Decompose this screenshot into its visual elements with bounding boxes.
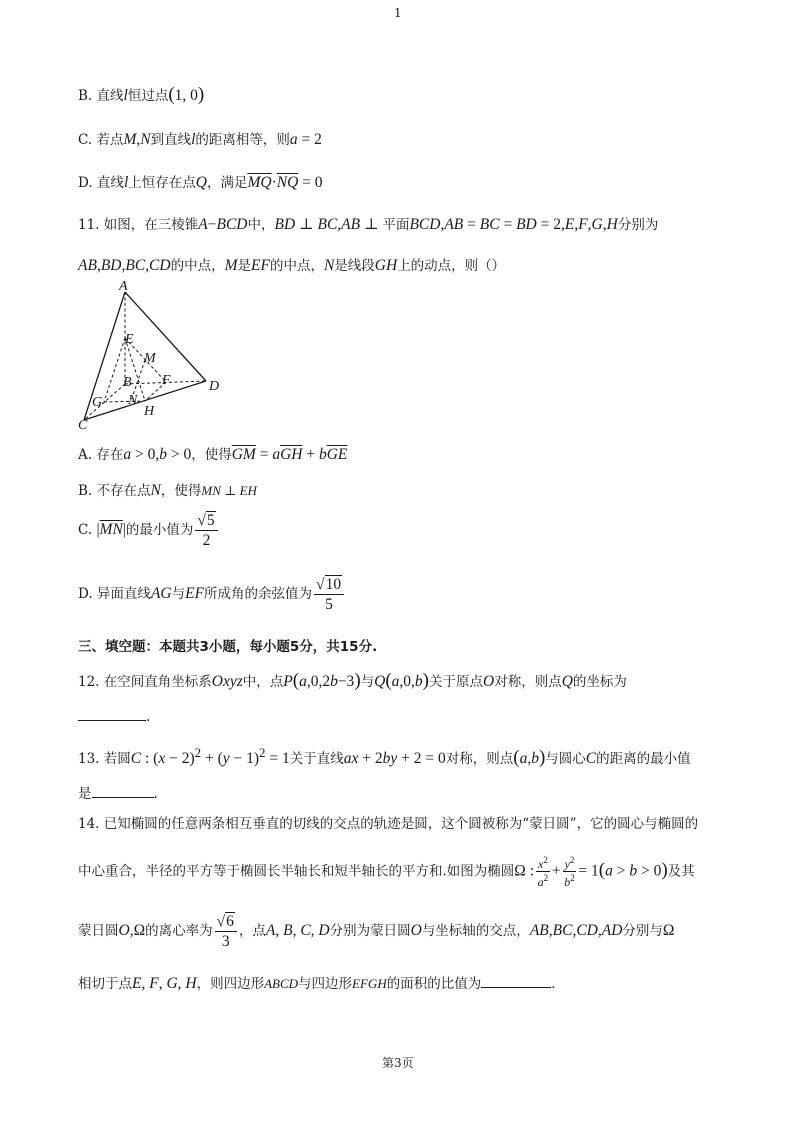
figure-label-n: N bbox=[128, 393, 138, 408]
q11-option-a: A. 存在a > 0,b > 0，使得$\overline{GM} = a\overline{GH} + b\overline{GE}$ bbox=[78, 446, 348, 463]
q10-option-b: B. 直线l恒过点(1, 0) bbox=[78, 84, 205, 105]
q11-option-b: B. 不存在点N，使得MN ⊥ EH bbox=[78, 482, 257, 499]
q13-continuation[interactable]: 是 . bbox=[78, 786, 158, 802]
q14-line2: 中心重合，半径的平方等于椭圆长半轴长和短半轴长的平方和.如图为椭圆Ω : $\frac{x^2}{a^2}$ + $\frac{y^2}{b^2}$ = 1(a > b > 0)及其 bbox=[78, 855, 695, 889]
figure-label-m: M bbox=[144, 351, 156, 366]
q12-answer-blank[interactable]: . bbox=[78, 708, 150, 725]
q11-stem-line1: 11. 如图，在三棱锥A−BCD中，BD ⊥ BC,AB ⊥ 平面BCD,AB = BC = BD = 2,E,F,G,H分别为 bbox=[78, 216, 659, 233]
q13-stem: 13. 若圆C : $(x - 2)^2 + (y - 1)^2 = 1$关于直线ax + 2by + 2 = 0对称，则点(a,b)与圆心C的距离的最小值 bbox=[78, 745, 691, 769]
q11-option-d: D. 异面直线AG与EF所成角的余弦值为 $\frac{√10}{5}$ bbox=[78, 577, 346, 612]
q14-line1: 14. 已知椭圆的任意两条相互垂直的切线的交点的轨迹是圆，这个圆被称为“蒙日圆”，它的圆心与椭圆的 bbox=[78, 816, 699, 832]
q14-line4: 相切于点E, F, G, H，则四边形ABCD与四边形EFGH的面积的比值为 . bbox=[78, 975, 556, 992]
figure-label-e: E bbox=[125, 332, 134, 347]
figure-label-f: F bbox=[162, 373, 171, 388]
q11-stem-line2: AB,BD,BC,CD的中点，M是EF的中点，N是线段GH上的动点，则（） bbox=[78, 257, 506, 274]
figure-label-h: H bbox=[144, 404, 155, 419]
q14-answer-blank[interactable] bbox=[481, 975, 551, 988]
q12-stem: 12. 在空间直角坐标系Oxyz中，点P(a,0,2b−3)与Q(a,0,b)关于原点O对称，则点Q的坐标为 bbox=[78, 670, 627, 691]
q10-option-c: C. 若点M,N到直线l的距离相等，则a = 2 bbox=[78, 131, 322, 148]
q14-line3: 蒙日圆O,Ω的离心率为 $\frac{√6}{3}$ ，点A, B, C, D分别为蒙日圆O与坐标轴的交点，AB,BC,CD,AD分别与Ω bbox=[78, 913, 675, 950]
figure-label-d: D bbox=[209, 379, 220, 394]
page-number: 1 bbox=[394, 6, 402, 20]
q11-option-c: C. $|\overline{MN}|$的最小值为 $\frac{√5}{2}$ bbox=[78, 513, 220, 548]
figure-label-a: A bbox=[119, 280, 128, 294]
figure-label-g: G bbox=[92, 395, 103, 410]
figure-label-c: C bbox=[78, 418, 88, 430]
section-heading: 三、填空题：本题共3小题，每小题5分，共15分. bbox=[78, 639, 378, 655]
footer-page-label: 第3页 bbox=[382, 1056, 414, 1070]
figure-label-b: B bbox=[123, 375, 132, 390]
tetrahedron-figure bbox=[78, 280, 238, 430]
q10-option-d: D. 直线l上恒存在点Q，满足$\overline{MQ}\cdot\overline{NQ} = 0$ bbox=[78, 174, 323, 191]
